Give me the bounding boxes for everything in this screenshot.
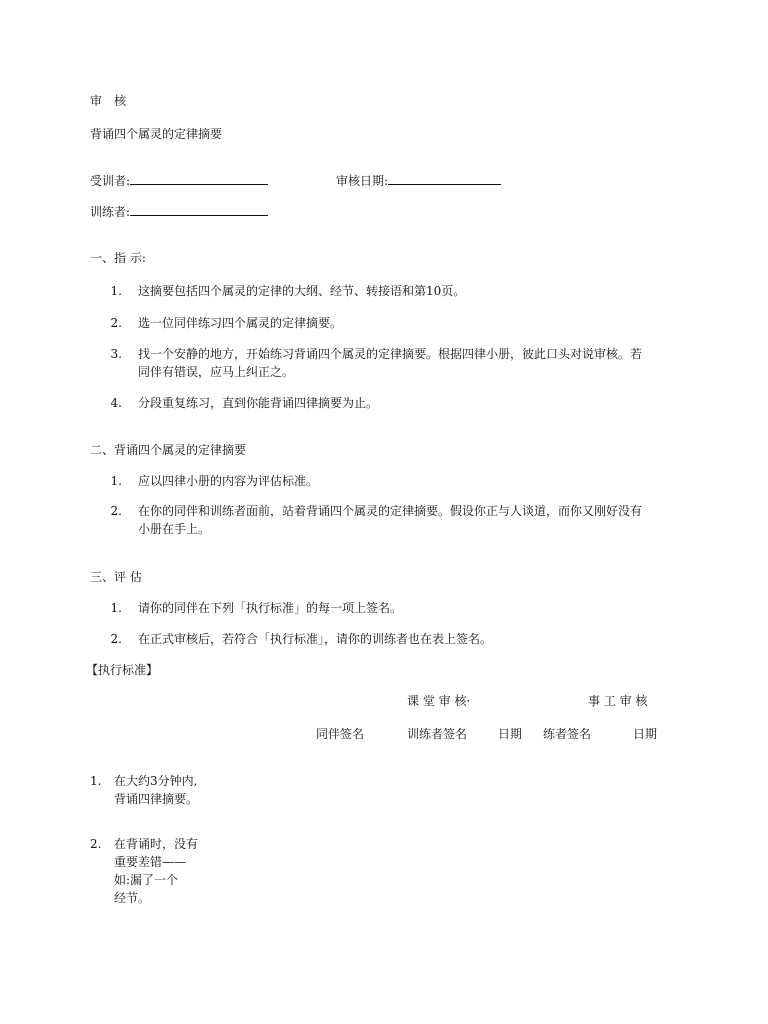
table-row-text: 在大约3分钟内,: [114, 774, 198, 788]
section-1-heading: 一、指 示:: [90, 251, 146, 265]
review-date-line[interactable]: [388, 172, 501, 185]
table-row-text: 如:漏了一个: [114, 873, 179, 887]
table-row-text: 在背诵时，没有: [114, 837, 199, 851]
list-item-number: 1.: [110, 601, 122, 615]
table-row-number: 2.: [90, 837, 102, 851]
list-item: 选一位同伴练习四个属灵的定律摘要。: [138, 316, 343, 330]
list-item-number: 2.: [110, 632, 122, 646]
list-item: 在你的同伴和训练者面前，站着背诵四个属灵的定律摘要。假设你正与人谈道，而你又刚好没有: [138, 504, 643, 518]
list-item: 分段重复练习，直到你能背诵四律摘要为止。: [138, 396, 379, 410]
list-item-number: 1.: [110, 474, 122, 488]
trainee-label: 受训者:: [90, 174, 131, 188]
trainer-signature-line[interactable]: [130, 203, 268, 216]
trainee-field: [90, 172, 268, 189]
list-item: 请你的同伴在下列「执行标准」的每一项上签名。: [138, 601, 403, 615]
table-row-text: 背诵四律摘要。: [114, 792, 199, 806]
standards-title: 【执行标准】: [86, 663, 159, 677]
list-item-number: 4.: [110, 396, 122, 410]
table-row-text: 经节。: [114, 891, 151, 905]
list-item-continued: 同伴有错误，应马上纠正之。: [138, 365, 295, 379]
section-3-heading: 三、评 估: [90, 570, 142, 584]
trainer-field: [90, 203, 268, 220]
classroom-review-header: 课 堂 审 核·: [407, 694, 471, 708]
field-review-header: 事 工 审 核: [588, 694, 648, 708]
list-item: 应以四律小册的内容为评估标准。: [138, 474, 319, 488]
list-item-number: 1.: [110, 284, 122, 298]
review-date-field: [336, 172, 501, 189]
table-row-text: 重要差错——: [114, 855, 187, 869]
trainer-signature-column: 训练者签名: [407, 727, 468, 741]
section-2-heading: 二、背诵四个属灵的定律摘要: [90, 443, 247, 457]
section-title: 审 核: [90, 94, 127, 108]
list-item-number: 3.: [110, 347, 122, 361]
trainee-signature-line[interactable]: [130, 172, 268, 185]
table-row-number: 1.: [90, 774, 102, 788]
trainer-label: 训练者:: [90, 205, 131, 219]
review-date-label: 审核日期:: [336, 174, 389, 188]
peer-signature-column: 同伴签名: [316, 727, 365, 741]
list-item: 找一个安静的地方，开始练习背诵四个属灵的定律摘要。根据四律小册，彼此口头对说审核。若: [138, 347, 643, 361]
list-item-number: 2.: [110, 504, 122, 518]
date-column-2: 日期: [633, 727, 658, 741]
trainer-signature-column-2: 练者签名: [543, 727, 592, 741]
date-column: 日期: [498, 727, 523, 741]
list-item: 在正式审核后，若符合「执行标准」，请你的训练者也在表上签名。: [138, 632, 493, 646]
doc-title: 背诵四个属灵的定律摘要: [90, 127, 223, 141]
list-item-continued: 小册在手上。: [138, 522, 211, 536]
list-item-number: 2.: [110, 316, 122, 330]
list-item: 这摘要包括四个属灵的定律的大纲、经节、转接语和第10页。: [138, 284, 466, 298]
